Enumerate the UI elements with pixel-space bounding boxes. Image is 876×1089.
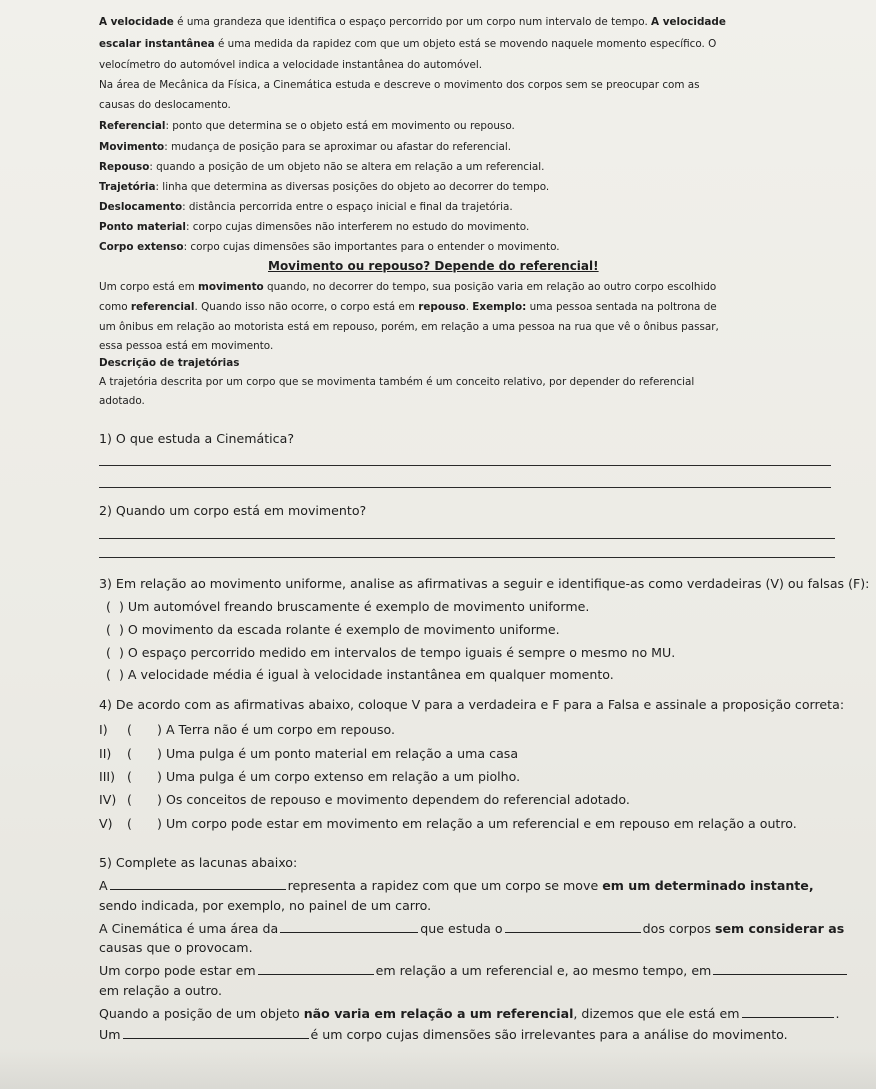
q5-sentence-2: A Cinemática é uma área da que estuda o dos corpos sem considerar as (99, 921, 845, 936)
fill-blank[interactable] (742, 1005, 834, 1018)
answer-paren[interactable]: ( ) (106, 599, 124, 614)
q4-statement: V) ( ) Um corpo pode estar em movimento em relação a um referencial e em repouso em relação a outro. (99, 816, 797, 831)
intro-line-2: escalar instantânea é uma medida da rapidez com que um objeto está se movendo naquele momento específico. O (99, 38, 717, 50)
q3-statement: ( ) O espaço percorrido medido em intervalos de tempo iguais é sempre o mesmo no MU. (106, 645, 676, 660)
question-4: 4) De acordo com as afirmativas abaixo, coloque V para a verdadeira e F para a Falsa e assinale a proposição correta: (99, 697, 845, 712)
intro-line-5: causas do deslocamento. (99, 99, 231, 111)
question-3: 3) Em relação ao movimento uniforme, analise as afirmativas a seguir e identifique-as como verdadeiras (V) ou falsas (F): (99, 576, 870, 591)
q5-sentence-1-cont: sendo indicada, por exemplo, no painel de um carro. (99, 898, 432, 913)
q3-statement: ( ) O movimento da escada rolante é exemplo de movimento uniforme. (106, 622, 560, 637)
definition-repouso: Repouso: quando a posição de um objeto não se altera em relação a um referencial. (99, 161, 545, 173)
q4-statement: III) ( ) Uma pulga é um corpo extenso em relação a um piolho. (99, 769, 521, 784)
fill-blank[interactable] (123, 1026, 309, 1039)
answer-paren[interactable]: ( (127, 816, 132, 831)
q5-sentence-4: Quando a posição de um objeto não varia em relação a um referencial, dizemos que ele está em . (99, 1006, 840, 1021)
answer-paren[interactable]: ( ) (106, 622, 124, 637)
answer-paren[interactable]: ( (127, 792, 132, 807)
fill-blank[interactable] (280, 920, 418, 933)
answer-line[interactable] (99, 538, 835, 539)
question-5: 5) Complete as lacunas abaixo: (99, 855, 298, 870)
q5-sentence-3: Um corpo pode estar em em relação a um referencial e, ao mesmo tempo, em (99, 962, 849, 979)
section1-line-2: como referencial. Quando isso não ocorre, o corpo está em repouso. Exemplo: uma pessoa sentada na poltrona de (99, 301, 717, 313)
section2-line-1: A trajetória descrita por um corpo que se movimenta também é um conceito relativo, por depender do referencial (99, 376, 695, 388)
q3-statement: ( ) Um automóvel freando bruscamente é exemplo de movimento uniforme. (106, 599, 590, 614)
section2-title: Descrição de trajetórias (99, 357, 240, 369)
q5-sentence-1: A representa a rapidez com que um corpo se move em um determinado instante, (99, 878, 814, 893)
section1-line-3: um ônibus em relação ao motorista está em repouso, porém, em relação a uma pessoa na rua que vê o ônibus passar, (99, 321, 719, 333)
question-2: 2) Quando um corpo está em movimento? (99, 503, 367, 518)
definition-movimento: Movimento: mudança de posição para se aproximar ou afastar do referencial. (99, 141, 512, 153)
page-bottom-shadow (0, 1049, 876, 1089)
q5-sentence-2-cont: causas que o provocam. (99, 940, 253, 955)
answer-line[interactable] (99, 487, 831, 488)
fill-blank[interactable] (258, 962, 374, 975)
definition-trajetoria: Trajetória: linha que determina as diversas posições do objeto ao decorrer do tempo. (99, 181, 550, 193)
intro-line-1: A velocidade é uma grandeza que identifica o espaço percorrido por um corpo num intervalo de tempo. A velocidade (99, 16, 726, 28)
intro-line-4: Na área de Mecânica da Física, a Cinemática estuda e descreve o movimento dos corpos sem se preocupar com as (99, 79, 700, 91)
section-title-referencial: Movimento ou repouso? Depende do referencial! (268, 259, 599, 273)
section2-line-2: adotado. (99, 395, 145, 407)
q4-statement: II) ( ) Uma pulga é um ponto material em relação a uma casa (99, 746, 519, 761)
answer-paren[interactable]: ( (127, 769, 132, 784)
answer-paren[interactable]: ( ) (106, 645, 124, 660)
q4-statement: I) ( ) A Terra não é um corpo em repouso. (99, 722, 396, 737)
question-1: 1) O que estuda a Cinemática? (99, 431, 295, 446)
q4-statement: IV) ( ) Os conceitos de repouso e movimento dependem do referencial adotado. (99, 792, 630, 807)
answer-paren[interactable]: ( (127, 746, 132, 761)
q3-statement: ( ) A velocidade média é igual à velocidade instantânea em qualquer momento. (106, 667, 614, 682)
fill-blank[interactable] (110, 877, 286, 890)
definition-corpo-extenso: Corpo extenso: corpo cujas dimensões são importantes para o entender o movimento. (99, 241, 560, 253)
q5-sentence-3-cont: em relação a outro. (99, 983, 222, 998)
answer-paren[interactable]: ( (127, 722, 132, 737)
section1-line-1: Um corpo está em movimento quando, no decorrer do tempo, sua posição varia em relação ao outro corpo escolhido (99, 281, 717, 293)
answer-line[interactable] (99, 557, 835, 558)
q5-sentence-5: Um é um corpo cujas dimensões são irrelevantes para a análise do movimento. (99, 1027, 788, 1042)
fill-blank[interactable] (713, 962, 847, 975)
definition-ponto-material: Ponto material: corpo cujas dimensões não interferem no estudo do movimento. (99, 221, 530, 233)
intro-line-3: velocímetro do automóvel indica a velocidade instantânea do automóvel. (99, 59, 483, 71)
answer-line[interactable] (99, 465, 831, 466)
definition-referencial: Referencial: ponto que determina se o objeto está em movimento ou repouso. (99, 120, 515, 132)
definition-deslocamento: Deslocamento: distância percorrida entre o espaço inicial e final da trajetória. (99, 201, 513, 213)
fill-blank[interactable] (505, 920, 641, 933)
answer-paren[interactable]: ( ) (106, 667, 124, 682)
section1-line-4: essa pessoa está em movimento. (99, 340, 274, 352)
